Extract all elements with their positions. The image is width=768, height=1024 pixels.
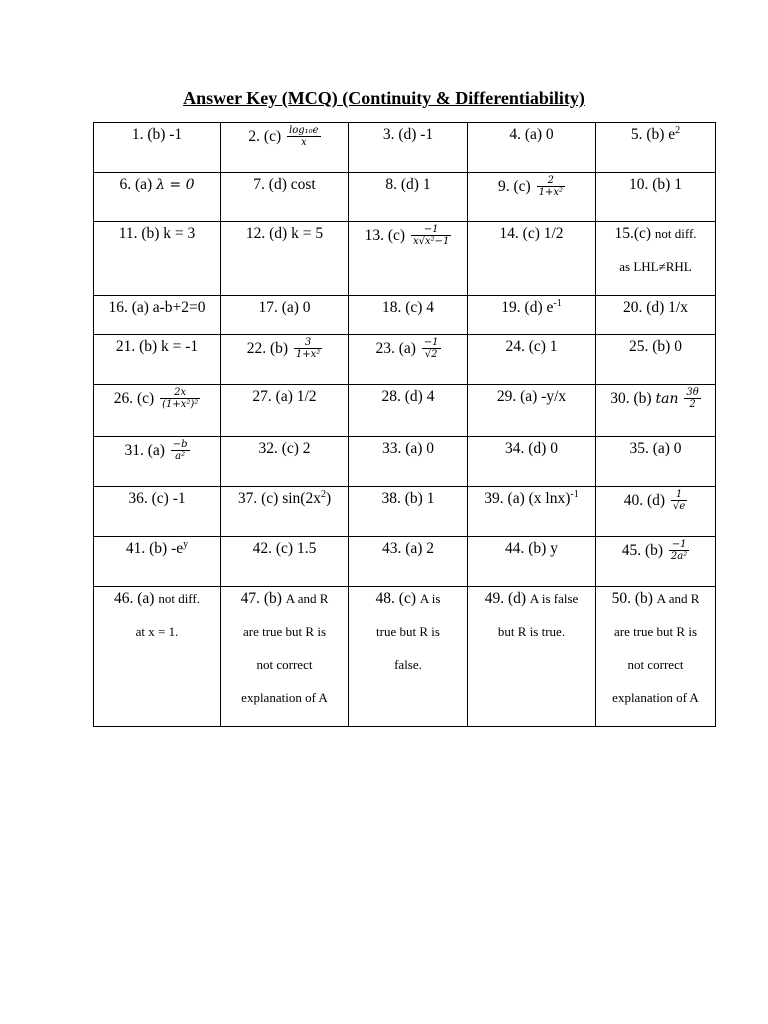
answer-cell-48: 48. (c) A is true but R is false.	[349, 587, 468, 727]
table-row	[94, 296, 716, 335]
answer-cell-45: 45. (b) $\frac{-1}{\text{2a²}}$	[596, 537, 716, 587]
answer-cell-38: 38. (b) 1	[349, 487, 468, 537]
answer-cell-41: 41. (b) $-e^y$	[94, 537, 221, 587]
answer-cell-23: 23. (a) $\frac{-1}{√2}$	[349, 335, 468, 385]
answer-cell-34: 34. (d) 0	[468, 437, 596, 487]
answer-cell-6: 6. (a) λ = 0	[94, 173, 221, 222]
fraction: $\frac{1}{√e}$	[672, 489, 686, 512]
answer-cell-31: 31. (a) $\frac{-b}{\text{a²}}$	[94, 437, 221, 487]
answer-cell-28: 28. (d) 4	[349, 385, 468, 437]
answer-cell-13: 13. (c) $\frac{-1}{\text{x√x²−1}}$	[349, 222, 468, 296]
page-title: Answer Key (MCQ) (Continuity & Differentiability)	[183, 88, 585, 108]
answer-cell-20: 20. (d) 1/x	[596, 296, 716, 335]
fraction: $\frac{-1}{\text{x√x²−1}}$	[412, 224, 450, 247]
answer-cell-15: 15.(c) not diff. as LHL≠RHL	[596, 222, 716, 296]
table-row	[94, 385, 716, 437]
table-row	[94, 587, 716, 727]
answer-cell-30: 30. (b) tan $\frac{3\theta}{2}$	[596, 385, 716, 437]
fraction: $\frac{3\theta}{2}$	[686, 387, 699, 410]
answer-cell-18: 18. (c) 4	[349, 296, 468, 335]
answer-cell-17: 17. (a) 0	[221, 296, 349, 335]
fraction: $\frac{\text{log₁₀e}}{x}$	[289, 125, 319, 148]
answer-cell-16: 16. (a) a-b+2=0	[94, 296, 221, 335]
fraction: $\frac{-b}{\text{a²}}$	[172, 439, 188, 462]
answer-cell-43: 43. (a) 2	[349, 537, 468, 587]
answer-cell-8: 8. (d) 1	[349, 173, 468, 222]
answer-cell-14: 14. (c) 1/2	[468, 222, 596, 296]
answer-cell-21: 21. (b) k = -1	[94, 335, 221, 385]
answer-cell-37: 37. (c) $\sin(2x^2)$	[221, 487, 349, 537]
answer-cell-24: 24. (c) 1	[468, 335, 596, 385]
table-row	[94, 335, 716, 385]
table-row	[94, 173, 716, 222]
answer-cell-49: 49. (d) A is false but R is true.	[468, 587, 596, 727]
answer-cell-29: 29. (a) -y/x	[468, 385, 596, 437]
fraction: $\frac{2}{\text{1+x²}}$	[538, 175, 563, 198]
fraction: $\frac{-1}{√2}$	[423, 337, 439, 360]
answer-key-table	[93, 122, 716, 727]
table-row	[94, 537, 716, 587]
fraction: $\frac{2x}{\text{(1+x²)²}}$	[162, 387, 199, 410]
fraction: $\frac{-1}{\text{2a²}}$	[670, 539, 688, 562]
answer-cell-40: 40. (d) $\frac{1}{√e}$	[596, 487, 716, 537]
answer-cell-19: 19. (d) $e^{-1}$	[468, 296, 596, 335]
answer-cell-5: 5. (b) $e^2$	[596, 123, 716, 173]
answer-cell-3: 3. (d) -1	[349, 123, 468, 173]
answer-cell-4: 4. (a) 0	[468, 123, 596, 173]
answer-cell-25: 25. (b) 0	[596, 335, 716, 385]
answer-cell-27: 27. (a) 1/2	[221, 385, 349, 437]
answer-cell-1: 1. (b) -1	[94, 123, 221, 173]
answer-cell-46: 46. (a) not diff. at x = 1.	[94, 587, 221, 727]
answer-cell-36: 36. (c) -1	[94, 487, 221, 537]
answer-cell-22: 22. (b) $\frac{3}{\text{1+x²}}$	[221, 335, 349, 385]
table-row	[94, 123, 716, 173]
answer-cell-35: 35. (a) 0	[596, 437, 716, 487]
table-row	[94, 222, 716, 296]
answer-cell-39: 39. (a) (x lnx)$^{-1}$	[468, 487, 596, 537]
answer-cell-26: 26. (c) $\frac{2x}{\text{(1+x²)²}}$	[94, 385, 221, 437]
answer-cell-2: 2. (c) $\frac{\text{log₁₀e}}{x}$	[221, 123, 349, 173]
answer-cell-11: 11. (b) k = 3	[94, 222, 221, 296]
fraction: $\frac{3}{\text{1+x²}}$	[295, 337, 321, 360]
answer-cell-44: 44. (b) y	[468, 537, 596, 587]
answer-cell-47: 47. (b) A and R are true but R is not correct explanation of A	[221, 587, 349, 727]
table-row	[94, 487, 716, 537]
answer-cell-9: 9. (c) $\frac{2}{\text{1+x²}}$	[468, 173, 596, 222]
answer-cell-33: 33. (a) 0	[349, 437, 468, 487]
answer-cell-32: 32. (c) 2	[221, 437, 349, 487]
answer-cell-10: 10. (b) 1	[596, 173, 716, 222]
answer-cell-7: 7. (d) cost	[221, 173, 349, 222]
answer-cell-42: 42. (c) 1.5	[221, 537, 349, 587]
answer-cell-12: 12. (d) k = 5	[221, 222, 349, 296]
table-row	[94, 437, 716, 487]
answer-cell-50: 50. (b) A and R are true but R is not correct explanation of A	[596, 587, 716, 727]
